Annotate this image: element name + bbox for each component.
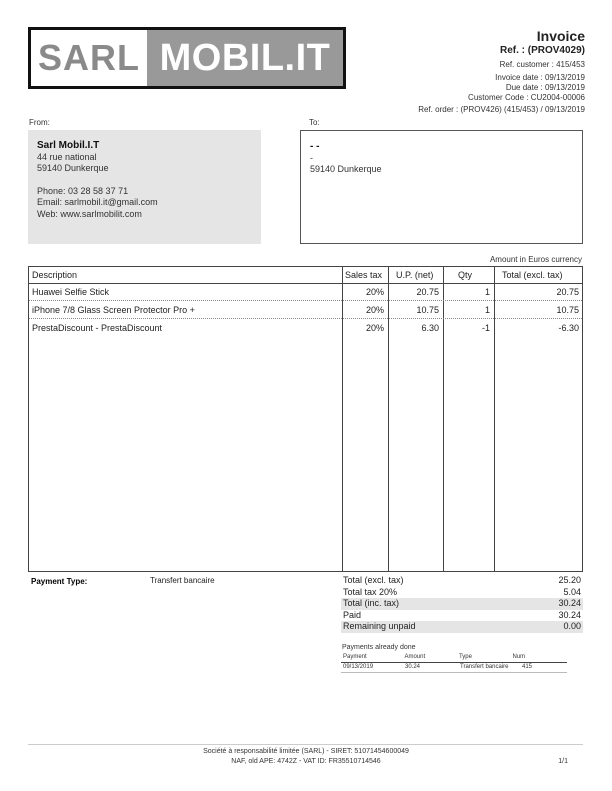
sender-phone: Phone: 03 28 58 37 71 [37,185,129,196]
payment-amount: 30.24 [405,664,421,670]
to-label: To: [309,118,320,127]
ref-order: Ref. order : (PROV426) (415/453) / 09/13/2019 [418,105,585,114]
col-description: Description [32,270,78,280]
sender-name: Sarl Mobil.I.T [37,140,100,151]
sender-address2: 59140 Dunkerque [37,163,109,173]
total-inc-row [341,598,583,610]
recipient-box [300,130,583,244]
item-qty: 1 [484,287,490,297]
remaining-row [341,621,583,633]
total-value: 0.00 [563,621,581,631]
item-qty: 1 [484,305,490,315]
logo-right-text: MOBIL.IT [147,30,343,86]
invoice-title: Invoice [536,28,585,44]
total-label: Total (excl. tax) [343,575,404,585]
total-tax-row [341,587,583,599]
invoice-header [325,28,585,115]
sender-web: Web: www.sarlmobilit.com [37,208,142,219]
item-tax: 20% [365,323,384,333]
item-description: Huawei Selfie Stick [32,287,110,297]
sender-email: Email: sarlmobil.it@gmail.com [37,197,158,207]
total-label: Total (inc. tax) [343,598,400,608]
invoice-ref: Ref. : (PROV4029) [499,45,585,56]
footer-legal: Société à responsabilité limitée (SARL) - SIRET: 51071454600049 [203,748,409,755]
recipient-line2: 59140 Dunkerque [310,164,382,174]
page-number: 1/1 [558,758,568,765]
col-amount: Amount [404,654,426,660]
item-qty: -1 [481,323,490,333]
col-qty: Qty [458,270,473,280]
totals-block [341,575,583,633]
payment-row [341,663,567,673]
sender-address1: 44 rue national [37,151,97,162]
item-unit-price: 10.75 [416,305,439,315]
total-excl-row [341,575,583,587]
payments-done-title: Payments already done [342,644,416,651]
recipient-name: - - [310,141,320,152]
col-sales-tax: Sales tax [345,270,383,280]
col-type: Type [458,654,472,660]
recipient-line1: - [310,152,313,163]
paid-row [341,610,583,622]
footer-divider [28,744,583,745]
currency-note: Amount in Euros currency [489,255,582,264]
from-label: From: [29,118,50,127]
item-total: -6.30 [558,323,579,333]
total-value: 30.24 [558,598,581,608]
ref-customer: Ref. customer : 415/453 [499,60,585,69]
item-total: 20.75 [556,287,579,297]
col-total: Total (excl. tax) [502,270,563,280]
item-description: PrestaDiscount - PrestaDiscount [32,323,163,333]
logo-left-text: SARL [31,30,147,86]
total-label: Paid [343,609,362,620]
item-total: 10.75 [556,305,579,315]
item-description: iPhone 7/8 Glass Screen Protector Pro + [32,305,195,315]
total-value: 25.20 [558,575,581,585]
col-payment: Payment [343,654,367,660]
total-label: Total tax 20% [343,586,398,597]
item-tax: 20% [365,287,384,297]
payment-type-label: Payment Type: [31,577,88,586]
payments-header-row [341,653,567,663]
footer-vat: NAF, old APE: 4742Z - VAT ID: FR35510714546 [231,758,381,765]
payment-date: 09/13/2019 [343,664,374,670]
col-unit-price: U.P. (net) [396,270,434,280]
row-separator [29,318,582,319]
items-header-row [29,267,582,284]
payments-done-table [341,653,567,673]
invoice-date: Invoice date : 09/13/2019 [495,73,585,82]
total-value: 30.24 [558,609,581,620]
row-separator [29,300,582,301]
items-table [28,266,583,572]
sender-box [28,130,261,244]
payment-num: 415 [522,664,533,670]
payment-type: Transfert bancaire [460,664,509,670]
payment-type-value: Transfert bancaire [150,576,215,585]
item-unit-price: 20.75 [416,287,439,297]
col-num: Num [512,654,526,660]
company-logo [28,27,346,89]
due-date: Due date : 09/13/2019 [505,83,585,92]
item-unit-price: 6.30 [421,323,439,333]
item-tax: 20% [365,305,384,315]
customer-code: Customer Code : CU2004-00006 [468,93,585,102]
total-label: Remaining unpaid [343,621,416,631]
total-value: 5.04 [563,586,581,597]
